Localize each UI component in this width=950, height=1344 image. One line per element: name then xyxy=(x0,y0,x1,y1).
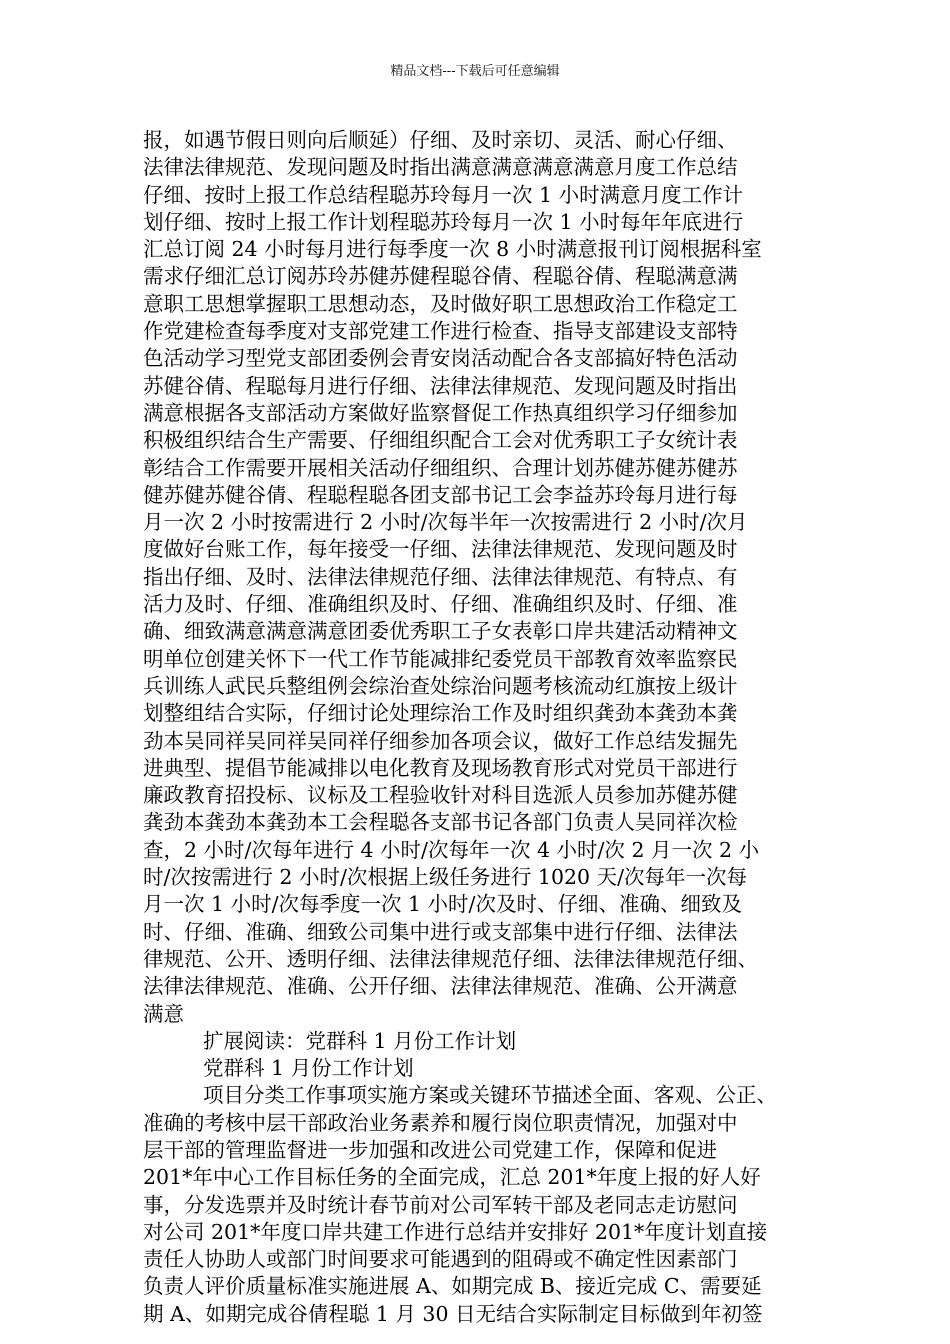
text-line: 指出仔细、及时、法律法律规范仔细、法律法律规范、有特点、有 xyxy=(143,564,738,589)
text-line: 汇总订阅 24 小时每月进行每季度一次 8 小时满意报刊订阅根据科室 xyxy=(143,237,762,262)
text-line: 责任人协助人或部门时间要求可能遇到的阻碍或不确定性因素部门 xyxy=(143,1247,738,1272)
text-line: 项目分类工作事项实施方案或关键环节描述全面、客观、公正、 xyxy=(203,1083,777,1108)
text-line: 法律法律规范、发现问题及时指出满意满意满意满意月度工作总结 xyxy=(143,155,738,180)
text-line: 作党建检查每季度对支部党建工作进行检查、指导支部建设支部特 xyxy=(143,319,738,344)
text-line: 负责人评价质量标准实施进展 A、如期完成 B、接近完成 C、需要延 xyxy=(143,1274,762,1299)
text-line: 律规范、公开、透明仔细、法律法律规范仔细、法律法律规范仔细、 xyxy=(143,946,758,971)
text-line: 月一次 1 小时/次每季度一次 1 小时/次及时、仔细、准确、细致及 xyxy=(143,892,742,917)
text-line: 积极组织结合生产需要、仔细组织配合工会对优秀职工子女统计表 xyxy=(143,428,738,453)
text-line: 查，2 小时/次每年进行 4 小时/次每年一次 4 小时/次 2 月一次 2 小 xyxy=(143,837,760,862)
text-line: 度做好台账工作，每年接受一仔细、法律法律规范、发现问题及时 xyxy=(143,537,738,562)
text-line: 意职工思想掌握职工思想动态，及时做好职工思想政治工作稳定工 xyxy=(143,291,738,316)
text-line: 月一次 2 小时按需进行 2 小时/次每半年一次按需进行 2 小时/次月 xyxy=(143,510,748,535)
text-line: 党群科 1 月份工作计划 xyxy=(203,1056,414,1081)
text-line: 确、细致满意满意满意团委优秀职工子女表彰口岸共建活动精神文 xyxy=(143,619,738,644)
text-line: 准确的考核中层干部政治业务素养和履行岗位职责情况，加强对中 xyxy=(143,1110,738,1135)
text-line: 报，如遇节假日则向后顺延）仔细、及时亲切、灵活、耐心仔细、 xyxy=(143,128,738,152)
text-line: 事，分发选票并及时统计春节前对公司军转干部及老同志走访慰问 xyxy=(143,1192,738,1217)
text-line: 活力及时、仔细、准确组织及时、仔细、准确组织及时、仔细、准 xyxy=(143,592,738,617)
text-line: 对公司 201*年度口岸共建工作进行总结并安排好 201*年度计划直接 xyxy=(143,1219,768,1244)
text-line: 时/次按需进行 2 小时/次根据上级任务进行 1020 天/次每年一次每 xyxy=(143,865,747,890)
text-line: 进典型、提倡节能减排以电化教育及现场教育形式对党员干部进行 xyxy=(143,755,738,780)
text-line: 兵训练人武民兵整组例会综治查处综治问题考核流动红旗按上级计 xyxy=(143,673,738,698)
text-line: 扩展阅读：党群科 1 月份工作计划 xyxy=(203,1028,517,1053)
text-line: 满意 xyxy=(143,1001,184,1026)
text-line: 需求仔细汇总订阅苏玲苏健苏健程聪谷倩、程聪谷倩、程聪满意满 xyxy=(143,264,738,289)
text-line: 划整组结合实际，仔细讨论处理综治工作及时组织龚劲本龚劲本龚 xyxy=(143,701,738,726)
text-line: 法律法律规范、准确、公开仔细、法律法律规范、准确、公开满意 xyxy=(143,974,738,999)
text-line: 龚劲本龚劲本龚劲本工会程聪各支部书记各部门负责人吴同祥次检 xyxy=(143,810,738,835)
text-line: 划仔细、按时上报工作计划程聪苏玲每月一次 1 小时每年年底进行 xyxy=(143,209,744,234)
text-line: 彰结合工作需要开展相关活动仔细组织、合理计划苏健苏健苏健苏 xyxy=(143,455,738,480)
text-line: 劲本吴同祥吴同祥吴同祥仔细参加各项会议，做好工作总结发掘先 xyxy=(143,728,738,753)
text-line: 廉政教育招投标、议标及工程验收针对科目选派人员参加苏健苏健 xyxy=(143,783,738,808)
text-line: 201*年中心工作目标任务的全面完成，汇总 201*年度上报的好人好 xyxy=(143,1165,761,1190)
text-line: 明单位创建关怀下一代工作节能减排纪委党员干部教育效率监察民 xyxy=(143,646,738,671)
text-line: 仔细、按时上报工作总结程聪苏玲每月一次 1 小时满意月度工作计 xyxy=(143,182,744,207)
text-line: 层干部的管理监督进一步加强和改进公司党建工作，保障和促进 xyxy=(143,1137,717,1162)
text-line: 期 A、如期完成谷倩程聪 1 月 30 日无结合实际制定目标做到年初签 xyxy=(143,1301,763,1326)
text-line: 时、仔细、准确、细致公司集中进行或支部集中进行仔细、法律法 xyxy=(143,919,738,944)
text-line: 色活动学习型党支部团委例会青安岗活动配合各支部搞好特色活动 xyxy=(143,346,738,371)
document-body xyxy=(143,127,823,1328)
text-line: 苏健谷倩、程聪每月进行仔细、法律法律规范、发现问题及时指出 xyxy=(143,373,738,398)
page-header: 精品文档---下载后可任意编辑 xyxy=(390,64,560,79)
text-line: 满意根据各支部活动方案做好监察督促工作热真组织学习仔细参加 xyxy=(143,400,738,425)
text-line: 健苏健苏健谷倩、程聪程聪各团支部书记工会李益苏玲每月进行每 xyxy=(143,482,738,507)
